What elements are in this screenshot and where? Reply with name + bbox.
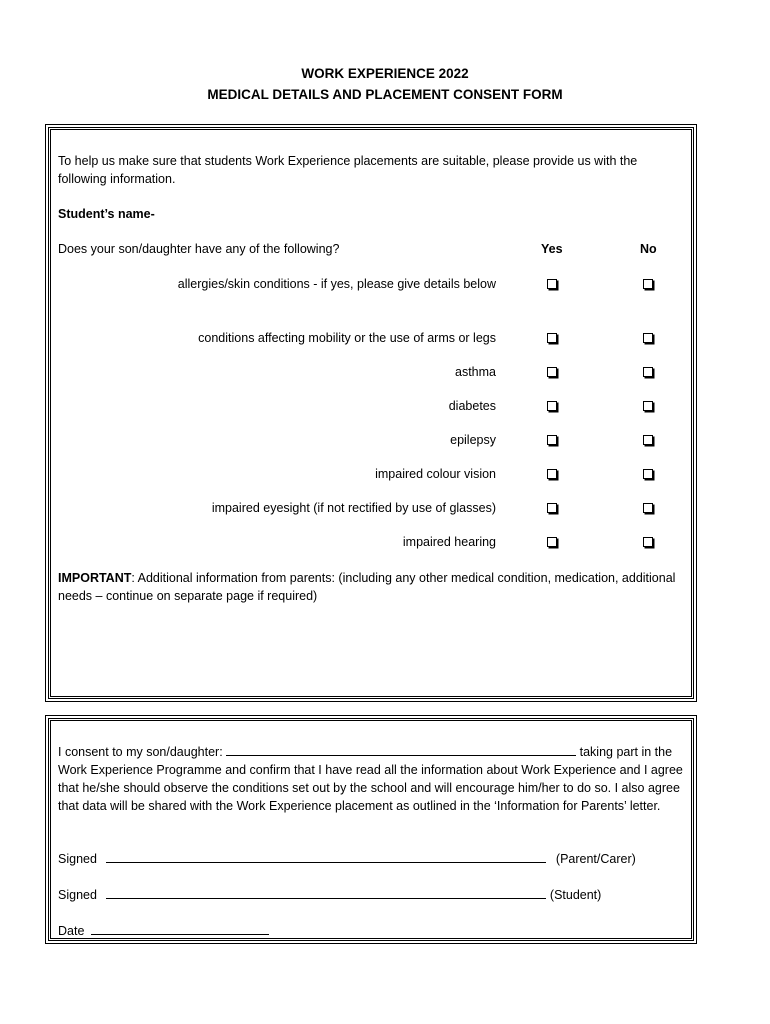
condition-label-allergies: allergies/skin conditions - if yes, please give details below	[177, 277, 496, 291]
yes-checkbox-asthma[interactable]	[547, 367, 557, 377]
condition-label-colour-vision: impaired colour vision	[375, 467, 496, 481]
student-signature-field[interactable]	[106, 897, 546, 899]
no-checkbox-epilepsy[interactable]	[643, 435, 653, 445]
form-subtitle: MEDICAL DETAILS AND PLACEMENT CONSENT FORM	[207, 87, 563, 102]
parent-signature-row	[58, 852, 636, 866]
no-checkbox-asthma[interactable]	[643, 367, 653, 377]
date-label: Date	[58, 924, 85, 938]
important-note	[58, 569, 688, 605]
condition-label-eyesight: impaired eyesight (if not rectified by use of glasses)	[211, 501, 496, 515]
yes-checkbox-colour-vision[interactable]	[547, 469, 557, 479]
consent-prefix: I consent to my son/daughter:	[58, 745, 227, 759]
no-checkbox-mobility[interactable]	[643, 333, 653, 343]
date-row	[58, 924, 269, 938]
consent-suffix: taking part	[576, 745, 638, 759]
yes-checkbox-mobility[interactable]	[547, 333, 557, 343]
student-role-label: (Student)	[549, 888, 602, 902]
yes-checkbox-eyesight[interactable]	[547, 503, 557, 513]
yes-checkbox-hearing[interactable]	[547, 537, 557, 547]
condition-label-hearing: impaired hearing	[402, 535, 496, 549]
consent-box	[48, 718, 694, 941]
condition-label-epilepsy: epilepsy	[450, 433, 496, 447]
form-title: WORK EXPERIENCE 2022	[301, 66, 469, 81]
parent-signature-field[interactable]	[106, 861, 546, 863]
parent-signed-label: Signed	[58, 852, 97, 866]
yes-column-header: Yes	[541, 242, 563, 256]
no-checkbox-allergies[interactable]	[643, 279, 653, 289]
important-text: : Additional information from parents: (including any other medical condition, medication, additional needs – continue on separate page if required)	[58, 571, 676, 603]
medical-details-box	[48, 127, 694, 699]
student-signature-row	[58, 888, 601, 902]
yes-checkbox-allergies[interactable]	[547, 279, 557, 289]
no-checkbox-diabetes[interactable]	[643, 401, 653, 411]
student-name-field[interactable]	[226, 754, 576, 756]
consent-body: in the Work Experience Programme and confirm that I have read all the information about Work Experience and I agree that he/she should observe the conditions set out by the school and will encourage him/her to do so. I also agree that data will be shared with the Work Experience placement as outlined in the ‘Information for Parents’ letter.	[58, 745, 683, 813]
no-checkbox-eyesight[interactable]	[643, 503, 653, 513]
condition-label-diabetes: diabetes	[448, 399, 496, 413]
no-checkbox-hearing[interactable]	[643, 537, 653, 547]
student-name-label: Student’s name-	[58, 207, 155, 221]
no-checkbox-colour-vision[interactable]	[643, 469, 653, 479]
important-label: IMPORTANT	[58, 571, 132, 585]
student-signed-label: Signed	[58, 888, 97, 902]
yes-checkbox-diabetes[interactable]	[547, 401, 557, 411]
conditions-question: Does your son/daughter have any of the following?	[58, 242, 340, 256]
intro-text: To help us make sure that students Work Experience placements are suitable, please provide us with the following information.	[58, 154, 638, 186]
yes-checkbox-epilepsy[interactable]	[547, 435, 557, 445]
condition-label-mobility: conditions affecting mobility or the use of arms or legs	[198, 331, 496, 345]
parent-role-label: (Parent/Carer)	[555, 852, 636, 866]
condition-label-asthma: asthma	[455, 365, 496, 379]
no-column-header: No	[640, 242, 657, 256]
consent-paragraph	[58, 743, 688, 815]
date-field[interactable]	[91, 933, 269, 935]
